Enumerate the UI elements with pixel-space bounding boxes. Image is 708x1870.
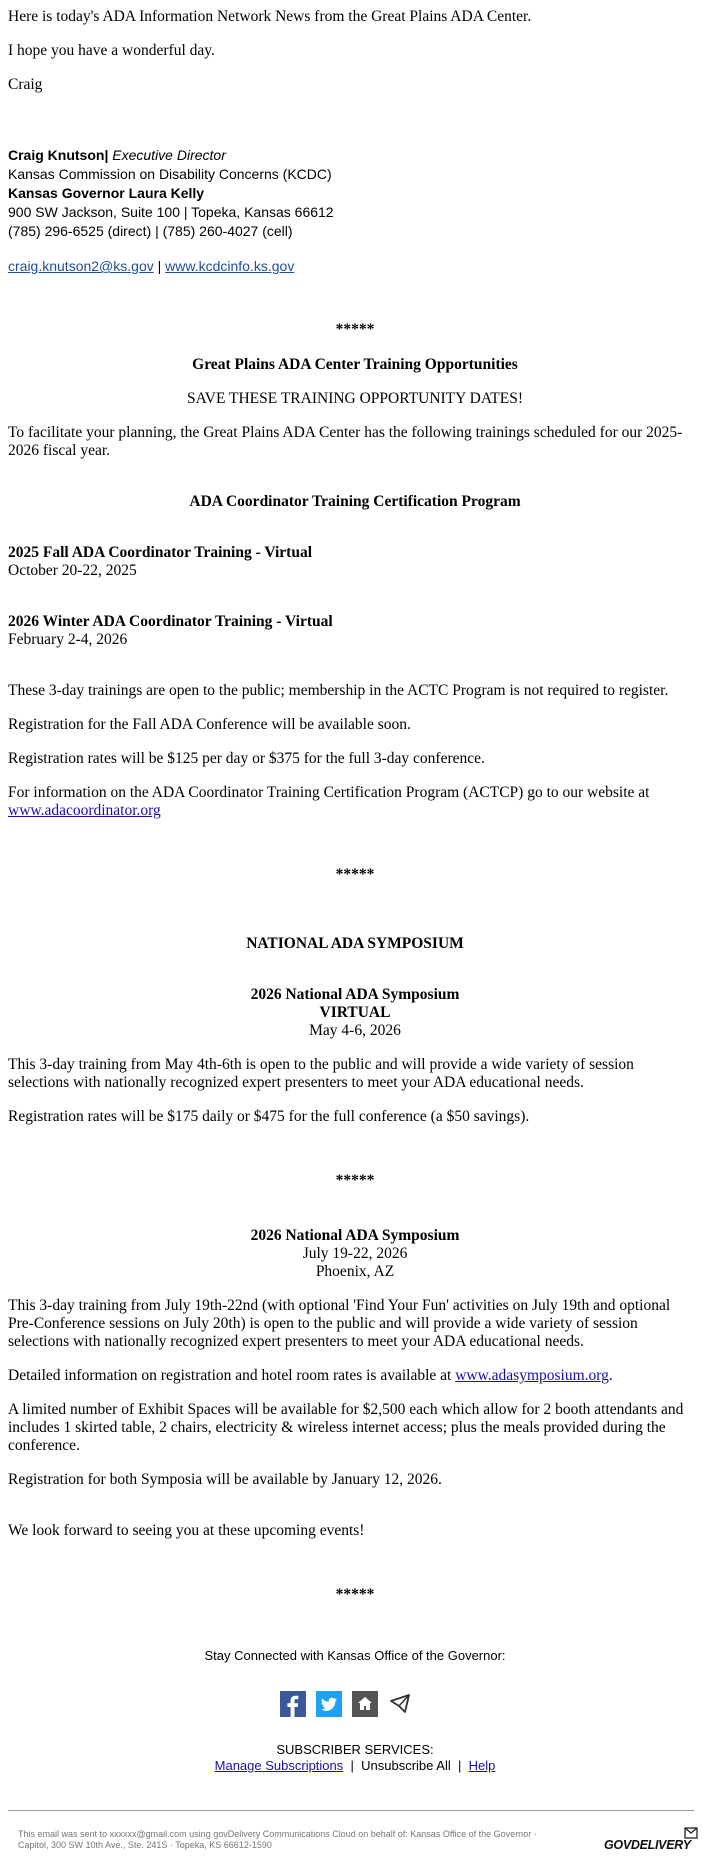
adasymposium-link[interactable]: www.adasymposium.org [455,1367,609,1384]
virtual-rates: Registration rates will be $175 daily or $475 for the full conference (a $50 savings). [8,1108,530,1125]
signature-sep: | [104,147,109,163]
inperson-desc: This 3-day training from July 19th-22nd (with optional 'Find Your Fun' activities on July 19th and optional [8,1297,671,1314]
training-info: For information on the ADA Coordinator Training Certification Program (ACTCP) go to our website at [8,784,650,801]
footer-divider [8,1810,694,1811]
program-heading: ADA Coordinator Training Certification Program [189,493,521,510]
legal-line-cont: Capitol, 300 SW 10th Ave., Ste. 241S · Topeka, KS 66612-1590 [18,1840,272,1850]
email-icon[interactable] [388,1691,414,1717]
symposia-registration: Registration for both Symposia will be available by January 12, 2026. [8,1471,442,1488]
exhibit-info-cont: includes 1 skirted table, 2 chairs, electricity & wireless internet access; plus the meals provided during the [8,1419,666,1436]
virtual-symposium-date: May 4-6, 2026 [309,1022,401,1039]
winter-training-title: 2026 Winter ADA Coordinator Training - Virtual [8,613,333,630]
subscriber-links [8,1758,702,1774]
symposium-heading: NATIONAL ADA SYMPOSIUM [246,935,464,952]
signature-address: 900 SW Jackson, Suite 100 | Topeka, Kansas 66612 [8,204,334,220]
footer-sep: | [457,1758,462,1773]
social-icons [0,1691,694,1717]
help-link[interactable]: Help [468,1758,496,1773]
signature-governor: Kansas Governor Laura Kelly [8,185,205,201]
detail-end: . [608,1367,613,1384]
intro-line: Here is today's ADA Information Network News from the Great Plains ADA Center. [8,8,532,25]
virtual-desc: This 3-day training from May 4th-6th is open to the public and will provide a wide variety of session [8,1056,634,1073]
exhibit-info: A limited number of Exhibit Spaces will be available for $2,500 each which allow for 2 booth attendants and [8,1401,684,1418]
inperson-desc-end: selections with nationally recognized expert presenters to meet your ADA educational needs. [8,1333,584,1350]
intro-wish: I hope you have a wonderful day. [8,42,215,59]
adacoordinator-link[interactable]: www.adacoordinator.org [8,802,161,819]
virtual-symposium-title: 2026 National ADA Symposium [250,986,460,1003]
training-intro-cont: 2026 fiscal year. [8,442,111,459]
symposium-detail [8,1367,613,1385]
website-link[interactable]: www.kcdcinfo.ks.gov [165,258,295,274]
subscriber-heading: SUBSCRIBER SERVICES: [276,1742,434,1757]
training-heading: Great Plains ADA Center Training Opportunities [192,356,518,373]
manage-subscriptions-link[interactable]: Manage Subscriptions [214,1758,344,1773]
intro-sign: Craig [8,76,43,93]
training-registration: Registration for the Fall ADA Conference will be available soon. [8,716,411,733]
training-intro: To facilitate your planning, the Great Plains ADA Center has the following trainings scheduled for our 2025- [8,424,683,441]
facebook-icon[interactable] [280,1691,306,1717]
divider: ***** [335,1586,375,1603]
signature-title: Executive Director [112,147,226,163]
closing-line: We look forward to seeing you at these upcoming events! [8,1522,365,1539]
footer-sep: | [350,1758,354,1773]
inperson-desc-cont: Pre-Conference sessions on July 20th) is open to the public and will provide a wide variety of session [8,1315,638,1332]
govdelivery-logo [604,1827,704,1855]
inperson-symposium-title: 2026 National ADA Symposium [250,1227,460,1244]
training-save: SAVE THESE TRAINING OPPORTUNITY DATES! [186,390,524,407]
signature-org: Kansas Commission on Disability Concerns (KCDC) [8,166,332,182]
signature-links [8,257,294,275]
signature-name: Craig Knutson [8,147,105,163]
subscriber-services [8,1742,702,1774]
winter-training-date: February 2-4, 2026 [8,631,128,648]
link-separator: | [157,258,162,274]
divider: ***** [335,866,375,883]
stay-connected: Stay Connected with Kansas Office of the Governor: [204,1648,506,1663]
unsubscribe-all-link[interactable]: Unsubscribe All [361,1758,451,1773]
divider: ***** [335,1172,375,1189]
legal-text [18,1829,537,1851]
signature-name-line [8,146,226,164]
exhibit-info-end: conference. [8,1437,80,1454]
inperson-symposium-date: July 19-22, 2026 [302,1245,408,1262]
training-info-line2 [8,802,161,820]
legal-line: This email was sent to xxxxxx@gmail.com using govDelivery Communications Cloud on behalf of: Kansas Office of the Governor · [18,1829,537,1839]
signature-phones: (785) 296-6525 (direct) | (785) 260-4027 (cell) [8,223,293,239]
divider: ***** [335,321,375,338]
inperson-symposium-location: Phoenix, AZ [315,1263,395,1280]
fall-training-date: October 20-22, 2025 [8,562,137,579]
twitter-icon[interactable] [316,1691,342,1717]
training-rates: Registration rates will be $125 per day or $375 for the full 3-day conference. [8,750,485,767]
home-icon[interactable] [352,1691,378,1717]
training-open: These 3-day trainings are open to the public; membership in the ACTC Program is not required to register. [8,682,669,699]
virtual-symposium-mode: VIRTUAL [319,1004,391,1021]
virtual-desc-cont: selections with nationally recognized expert presenters to meet your ADA educational needs. [8,1074,584,1091]
govdelivery-brand: GOVDELIVERY [604,1838,691,1852]
email-link[interactable]: craig.knutson2@ks.gov [8,258,154,274]
fall-training-title: 2025 Fall ADA Coordinator Training - Virtual [8,544,312,561]
detail-text: Detailed information on registration and hotel room rates is available at [8,1367,452,1384]
